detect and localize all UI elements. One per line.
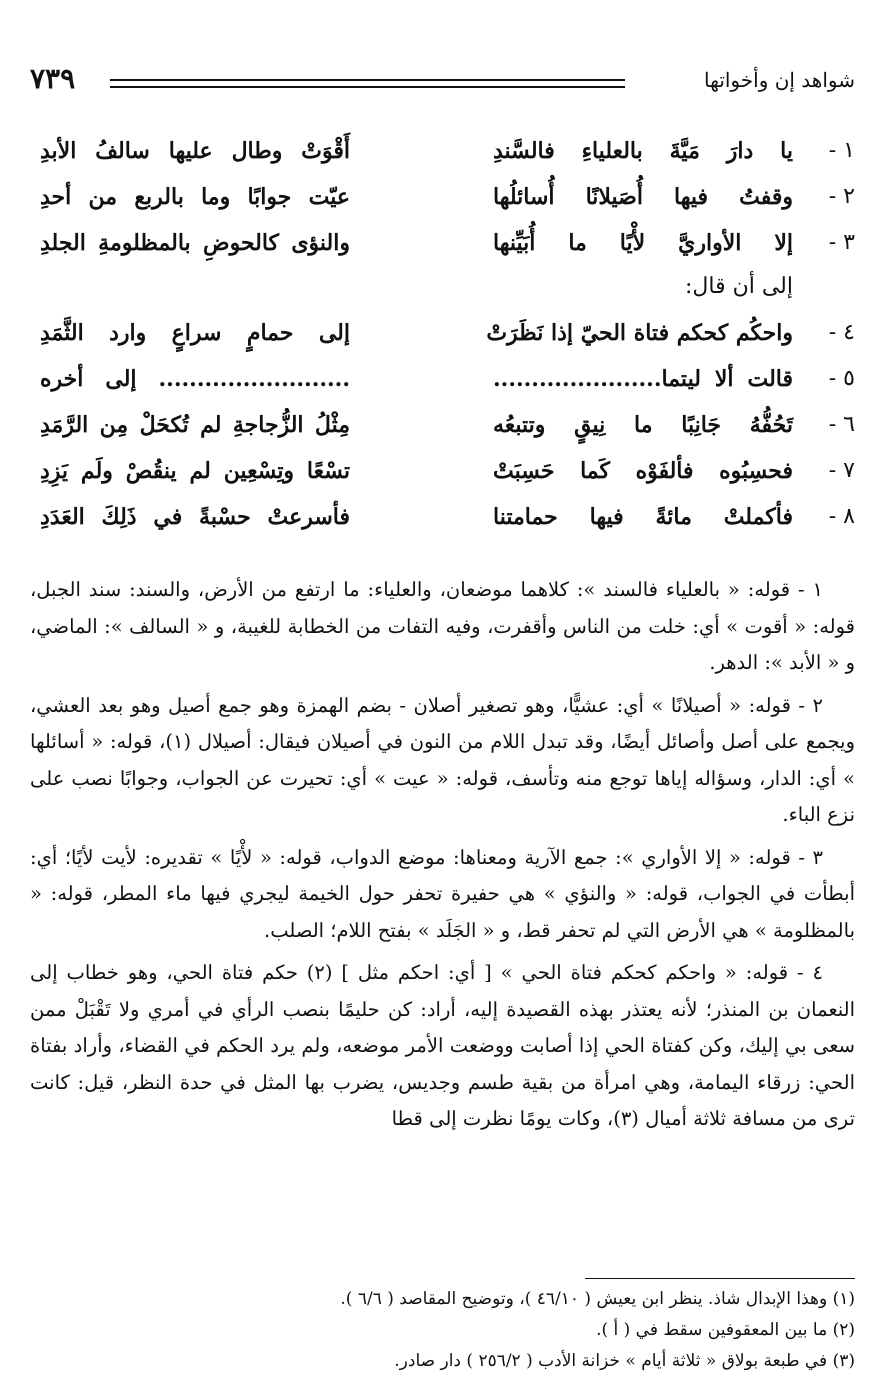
interlude [30,268,855,312]
verse-first-hemistich: إلا الأواريَّ لأْيًا ما أُبَيِّنها [493,230,793,256]
footnote: (٣) في طبعة بولاق « ثلاثة أيام » خزانة الأدب ( ٢٥٦/٢ ) دار صادر. [394,1351,855,1371]
commentary-paragraph: ٤ - قوله: « واحكم كحكم فتاة الحي » [ أي: احكم مثل ] (٢) حكم فتاة الحي، وهو خطاب إلى النعمان بن المنذر؛ لأنه يعتذر بهذه القصيدة إليه، أراد: كن حليمًا بنصب الرأي في أمري ولا تَقْبَلْ ممن سعى بي إليك، وكن كفتاة الحي إذا أصابت ووضعت الأمر موضعه، ولم يرد الحكم في القضاء، وأراد بفتاة الحي: زرقاء اليمامة، وهي امرأة من بقية طسم وجديس، يضرب بها المثل في حدة النظر، قيل: كانت ترى من مسافة ثلاثة أميال (٣)، وكات يومًا نظرت إلى قطا [30,961,855,1130]
interlude-text: إلى أن قال: [684,274,793,299]
verse-second-hemistich: فأسرعتْ حسْبةً في ذَلِكَ العَدَدِ [40,504,350,530]
verse-number: ٧ - [828,458,855,483]
verse-line [30,404,855,450]
verse-number: ٦ - [828,412,855,437]
commentary-paragraph: ١ - قوله: « بالعلياء فالسند »: كلاهما موضعان، والعلياء: ما ارتفع من الأرض، والسند: سند الجبل، قوله: « أقوت » أي: خلت من الناس وأقفرت، وفيه التفات من الخطابة للغيبة، و « السالف »: الماضي، و « الأبد »: الدهر. [30,578,855,674]
verse-line [30,130,855,176]
running-title: شواهد إن وأخواتها [704,68,855,92]
verse-line [30,450,855,496]
verse-second-hemistich: تسْعًا وتِسْعِين لم ينقُصْ ولَم يَزِدِ [40,458,350,484]
page-number: ٧٣٩ [30,62,76,95]
verse-second-hemistich: إلى حمامٍ سراعٍ وارد الثَّمَدِ [40,320,350,346]
verse-number: ١ - [828,138,855,163]
footnote: (٢) ما بين المعقوفين سقط في ( أ ). [596,1320,855,1340]
verse-first-hemistich: واحكُم كحكم فتاة الحيّ إذا نَظَرَتْ [486,320,793,346]
footnotes [30,1284,855,1377]
verse-number: ٤ - [828,320,855,345]
footnote: (١) وهذا الإبدال شاذ. ينظر ابن يعيش ( ٤٦/١٠ )، وتوضيح المقاصد ( ٦/٦ ). [340,1289,855,1309]
footnote-rule [585,1278,855,1279]
header-rule [110,79,625,81]
verse-first-hemistich: فأكملتْ مائةً فيها حمامتنا [493,504,793,530]
verse-line [30,496,855,542]
verse-number: ٥ - [828,366,855,391]
verse-first-hemistich: فحسِبُوه فألفَوْه كَما حَسِبَتْ [493,458,793,484]
verse-second-hemistich: ......................... إلى أخره [40,366,350,392]
running-header [30,62,855,102]
commentary-paragraph: ٣ - قوله: « إلا الأواري »: جمع الآرية ومعناها: موضع الدواب، قوله: « لأْيًا » تقديره: لأيت لأيًا؛ أي: أبطأت في الجواب، قوله: « والنؤي » هي حفيرة تحفر حول الخيمة ليجري فيها ماء المطر، قوله: « بالمظلومة » هي الأرض التي لم تحفر قط، و « الجَلَد » بفتح اللام؛ الصلب. [30,845,855,942]
verse-line [30,222,855,268]
verse-first-hemistich: قالت ألا ليتما...................... [493,366,793,392]
verse-line [30,312,855,358]
verse-second-hemistich: أَقْوَتْ وطال عليها سالفُ الأبدِ [40,138,350,164]
verse-second-hemistich: عيّت جوابًا وما بالربع من أحدِ [40,184,350,210]
verse-second-hemistich: والنؤى كالحوضِ بالمظلومةِ الجلدِ [40,230,350,256]
verse-first-hemistich: يا دارَ مَيَّةَ بالعلياءِ فالسَّندِ [493,138,793,164]
verse-first-hemistich: وقفتُ فيها أُصَيلانًا أُسائلُها [493,184,793,210]
verse-second-hemistich: مِثْلُ الزُّجاجةِ لم تُكحَلْ مِن الرَّمَدِ [40,412,350,438]
verse-number: ٢ - [828,184,855,209]
commentary-paragraph: ٢ - قوله: « أصيلانًا » أي: عشيًّا، وهو تصغير أصلان - بضم الهمزة وهو جمع أصيل وهو بعد العشي، ويجمع على أصل وأصائل أيضًا، وقد تبدل اللام من النون في أصيلان فيقال: أصيلال (١)، قوله: « أسائلها » أي: الدار، وسؤاله إياها توجع منه وتأسف، قوله: « عيت » أي: تحيرت عن الجواب، وجوابًا نصب على نزع الباء. [30,693,856,826]
poem-verses [30,130,855,542]
verse-number: ٣ - [828,230,855,255]
header-rule [110,86,625,88]
verse-number: ٨ - [828,504,855,529]
commentary [30,572,855,1144]
verse-line [30,358,855,404]
verse-line [30,176,855,222]
verse-first-hemistich: تَحُفُّهُ جَانِبًا ما نِيقٍ وتتبعُه [493,412,793,438]
